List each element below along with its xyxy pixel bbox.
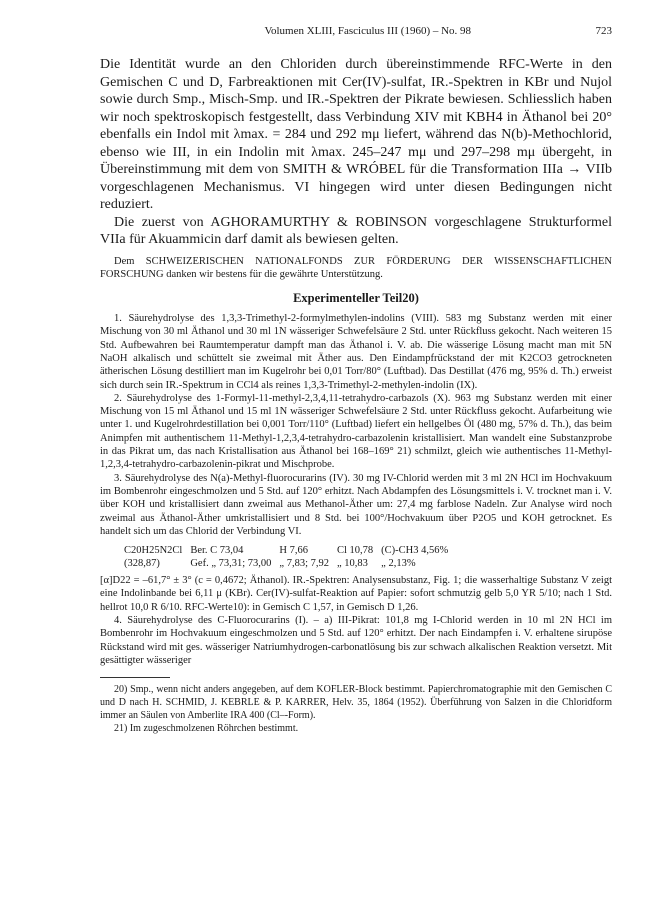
- analysis-cell: (C)-CH3 4,56%: [381, 545, 449, 557]
- paragraph-identity: Die Identität wurde an den Chloriden durch übereinstimmende RFC-Werte in den Gemischen C und D, Farbreaktionen mit Cer(IV)-sulfat, IR.-Spektren in KBr und Nujol sowie durch Smp., Misch-Smp. und IR.-Spektren der Pikrate bewiesen. Schliesslich haben wir noch spektroskopisch festgestellt, dass Verbindung XIV mit KBH4 in Äthanol bei 20° ebenfalls ein Indol mit λmax. = 284 und 292 mμ liefert, während das N(b)-Methochlorid, ebenso wie III, in ein Indolin mit λmax. 245–247 mμ und 297–298 mμ übergeht, in Übereinstimmung mit dem von SMITH & WRÓBEL für die Transformation IIIa → VIIb vorgeschlagenen Mechanismus. VI hingegen wird unter diesen Bedingungen nicht reduziert.: [100, 57, 612, 212]
- analysis-cell: Ber. C 73,04: [190, 545, 244, 557]
- analysis-cell: (328,87): [124, 558, 160, 570]
- running-header: [100, 24, 612, 38]
- analysis-cell: „ 2,13%: [381, 558, 416, 570]
- footnote-divider: [100, 677, 170, 678]
- journal-volume-line: Volumen XLIII, Fasciculus III (1960) – No. 98: [264, 25, 472, 37]
- section-heading: Experimenteller Teil20): [293, 291, 419, 306]
- paragraph-conclusion: Die zuerst von AGHORAMURTHY & ROBINSON vorgeschlagene Strukturformel VIIa für Akuammicin darf damit als bewiesen gelten.: [100, 214, 612, 247]
- acknowledgement: Dem SCHWEIZERISCHEN NATIONALFONDS ZUR FÖRDERUNG DER WISSENSCHAFTLICHEN FORSCHUNG danken wir bestens für die gewährte Unterstützung.: [100, 255, 612, 280]
- analysis-cell: „ 10,83: [337, 558, 368, 570]
- analysis-row-found: [124, 557, 456, 570]
- procedure-4: 4. Säurehydrolyse des C-Fluorocurarins (I). – a) III-Pikrat: 101,8 mg I-Chlorid werden in 10 ml 2N HCl im Bombenrohr im Hochvakuum eingeschmolzen und 5 Std. auf 120° erhitzt. Der nach Eindampfen i. V. erhaltene sirupöse Rückstand wird mit ges. wässeriger Natriumhydrogen-carbonatlösung bis zur schwach alkalischen Reaktion versetzt. Mit gesättigter wässeriger: [100, 615, 612, 666]
- elemental-analysis-table: [124, 544, 456, 570]
- footnotes: [100, 684, 612, 735]
- analysis-cell: H 7,66: [279, 545, 309, 557]
- main-text: [100, 56, 612, 249]
- footnote-20: 20) Smp., wenn nicht anders angegeben, auf dem KOFLER-Block bestimmt. Papierchromatographie mit den Gemischen C und D nach H. SCHMID, J. KEBRLE & P. KARRER, Helv. 35, 1864 (1952). Überführung von Salzen in die Chloridform immer an Säulen von Amberlite IRA 400 (Cl–-Form).: [100, 684, 612, 721]
- analysis-cell: Gef. „ 73,31; 73,00: [190, 558, 272, 570]
- page-number: 723: [595, 25, 612, 37]
- analysis-cell: C20H25N2Cl: [124, 545, 183, 557]
- procedure-2: 2. Säurehydrolyse des 1-Formyl-11-methyl-2,3,4,11-tetrahydro-carbazols (X). 963 mg Substanz werden mit einer Mischung von 15 ml Äthanol und 15 ml 1N wässeriger Schwefelsäure 2 Std. unter Rückfluss gekocht. Aufarbeitung wie unter 1. und Kugelrohrdestillation bei 0,001 Torr/110° (Luftbad) liefert ein hellgelbes Öl (480 mg, 57% d. Th.), das beim Animpfen mit authentischem 11-Methyl-1,2,3,4-tetrahydro-carbazolenin kristallisiert. Man wandelt eine Substanzprobe in das Pikrat um, das nach Kristallisation aus Äthanol bei 168–169° 21) schmilzt, gleich wie authentisches 11-Methyl-1,2,3,4-tetrahydro-carbazolenin-pikrat und Mischprobe.: [100, 392, 612, 471]
- journal-page: [100, 24, 612, 735]
- optical-rotation-text: [α]D22 = –61,7° ± 3° (c = 0,4672; Äthanol). IR.-Spektren: Analysensubstanz, Fig. 1; die wasserhaltige Substanz V zeigt eine Indolinbande bei 6,11 μ (KBr). Cer(IV)-sulfat-Reaktion auf Papier: sofort schmutzig gelb 5,0 YR 5/10; nach 1 Std. hellrot 10,0 R 6/10. RFC-Werte10): in Gemisch C 1,57, in Gemisch D 1,26.: [100, 575, 612, 613]
- procedure-1: 1. Säurehydrolyse des 1,3,3-Trimethyl-2-formylmethylen-indolins (VIII). 583 mg Substanz werden mit einer Mischung von 30 ml Äthanol und 30 ml 1N wässeriger Schwefelsäure 2 Std. unter Rückfluss gekocht. Nach weiteren 15 Std. Aufbewahren bei Raumtemperatur dampft man das Äthanol i. V. ab. Die wässerige Lösung macht man mit 5N NaOH alkalisch und schüttelt sie zweimal mit Äther aus. Den Eindampfrückstand der mit K2CO3 getrockneten ätherischen Lösung destilliert man im Kugelrohr bei 0,01 Torr/80° (Luftbad). Das Destillat (476 mg, 95% d. Th.) erweist sich durch sein IR.-Spektrum in CCl4 als reines 1,3,3-Trimethyl-2-methylen-indolin (IX).: [100, 313, 612, 391]
- footnote-21: 21) Im zugeschmolzenen Röhrchen bestimmt.: [114, 722, 299, 734]
- procedure-3: 3. Säurehydrolyse des N(a)-Methyl-fluorocurarins (IV). 30 mg IV-Chlorid werden mit 3 ml 2N HCl im Hochvakuum im Bombenrohr eingeschmolzen und 5 Std. auf 120° erhitzt. Nach Abdampfen des Lösungsmittels i. V. trocknet man i. V. über KOH und kristallisiert dann zweimal aus Methanol-Äther um: 27,4 mg farblose Nadeln. Zur Analyse wird noch zweimal aus Äthanol-Äther umkristallisiert und 8 Std. bei 100°/Hochvakuum über P2O5 und KOH getrocknet. Es handelt sich um das Chlorid der Verbindung VI.: [100, 472, 612, 537]
- experimental-section: [100, 312, 612, 667]
- analysis-cell: Cl 10,78: [337, 545, 374, 557]
- analysis-row-calculated: [124, 544, 456, 557]
- analysis-cell: „ 7,83; 7,92: [279, 558, 329, 570]
